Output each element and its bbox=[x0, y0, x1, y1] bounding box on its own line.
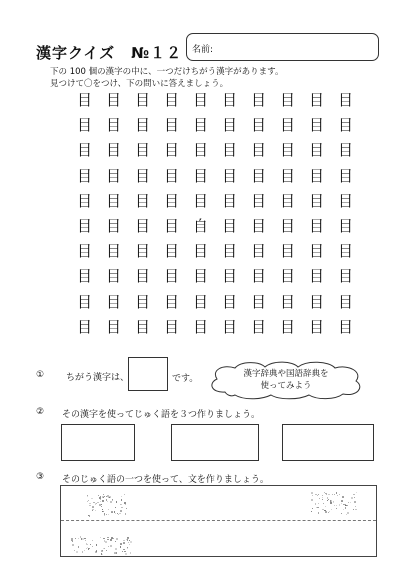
scan-speck bbox=[100, 496, 101, 497]
kanji-cell[interactable]: 目 bbox=[76, 267, 92, 286]
scan-speck bbox=[312, 508, 313, 509]
scan-speck bbox=[88, 500, 89, 501]
kanji-cell[interactable]: 目 bbox=[163, 317, 179, 336]
kanji-cell[interactable]: 目 bbox=[279, 317, 295, 336]
scan-speck bbox=[115, 548, 117, 550]
kanji-cell[interactable]: 目 bbox=[279, 267, 295, 286]
kanji-cell[interactable]: 目 bbox=[279, 292, 295, 311]
kanji-cell[interactable]: 目 bbox=[163, 292, 179, 311]
question-1-number: ① bbox=[36, 370, 45, 380]
kanji-cell[interactable]: 目 bbox=[163, 91, 179, 110]
scan-speck bbox=[104, 515, 105, 516]
scan-speck bbox=[337, 495, 338, 496]
name-field[interactable] bbox=[186, 33, 379, 61]
scan-speck bbox=[120, 546, 121, 547]
scan-speck bbox=[115, 541, 116, 542]
scan-speck bbox=[124, 494, 125, 495]
scan-speck bbox=[130, 552, 131, 553]
scan-speck bbox=[116, 552, 117, 553]
kanji-cell[interactable]: 目 bbox=[221, 91, 237, 110]
scan-speck bbox=[95, 551, 97, 553]
scan-speck bbox=[122, 551, 123, 552]
scan-speck bbox=[353, 494, 354, 495]
scan-speck bbox=[86, 544, 87, 545]
scan-speck bbox=[92, 509, 94, 511]
scan-speck bbox=[353, 509, 354, 510]
scan-speck bbox=[348, 502, 349, 503]
scan-speck bbox=[123, 540, 125, 542]
scan-speck bbox=[129, 544, 130, 545]
kanji-cell[interactable]: 目 bbox=[76, 91, 92, 110]
kanji-cell[interactable]: 目 bbox=[76, 292, 92, 311]
scan-speck bbox=[102, 496, 104, 498]
scan-speck bbox=[333, 502, 334, 503]
kanji-cell[interactable]: 目 bbox=[105, 116, 121, 135]
question-2-number: ② bbox=[36, 407, 45, 417]
scan-speck bbox=[108, 514, 109, 515]
kanji-cell[interactable]: 目 bbox=[337, 141, 353, 160]
kanji-cell[interactable]: 目 bbox=[163, 166, 179, 185]
scan-speck bbox=[123, 542, 125, 544]
scan-speck bbox=[104, 513, 105, 514]
kanji-cell[interactable]: 目 bbox=[308, 166, 324, 185]
kanji-cell[interactable]: 目 bbox=[308, 217, 324, 236]
scan-speck bbox=[355, 509, 357, 511]
scan-speck bbox=[356, 492, 357, 493]
kanji-cell[interactable]: 目 bbox=[105, 267, 121, 286]
scan-speck bbox=[102, 511, 104, 513]
scan-speck bbox=[347, 505, 348, 506]
scan-speck bbox=[75, 538, 76, 539]
scan-speck bbox=[129, 540, 130, 541]
scan-speck bbox=[116, 501, 117, 502]
kanji-cell[interactable]: 目 bbox=[221, 166, 237, 185]
scan-speck bbox=[107, 537, 109, 539]
kanji-cell[interactable]: 目 bbox=[279, 141, 295, 160]
scan-speck bbox=[107, 501, 108, 502]
scan-speck bbox=[339, 494, 340, 495]
scan-speck bbox=[311, 492, 313, 494]
scan-speck bbox=[317, 495, 318, 496]
kanji-cell[interactable]: 目 bbox=[221, 317, 237, 336]
kanji-cell[interactable]: 目 bbox=[105, 91, 121, 110]
kanji-cell[interactable]: 目 bbox=[221, 141, 237, 160]
scan-speck bbox=[107, 539, 109, 541]
answer-box-different-kanji[interactable] bbox=[128, 357, 168, 391]
scan-speck bbox=[100, 499, 101, 500]
compound-word-box-2[interactable] bbox=[171, 424, 259, 461]
scan-speck bbox=[125, 504, 126, 505]
kanji-cell[interactable]: 目 bbox=[134, 292, 150, 311]
scan-speck bbox=[125, 513, 126, 514]
scan-speck bbox=[84, 550, 85, 551]
scan-speck bbox=[319, 498, 320, 499]
question-1-suffix: です。 bbox=[172, 374, 199, 384]
kanji-cell[interactable]: 目 bbox=[134, 217, 150, 236]
scan-speck bbox=[92, 506, 94, 508]
scan-speck bbox=[111, 511, 113, 513]
scan-speck bbox=[89, 548, 90, 549]
scan-speck bbox=[318, 512, 319, 513]
kanji-cell[interactable]: 目 bbox=[134, 141, 150, 160]
kanji-cell[interactable]: 目 bbox=[192, 267, 208, 286]
scan-speck bbox=[122, 507, 123, 508]
kanji-cell[interactable]: 目 bbox=[192, 116, 208, 135]
scan-speck bbox=[334, 505, 335, 506]
kanji-cell[interactable]: 目 bbox=[192, 317, 208, 336]
scan-speck bbox=[311, 499, 313, 501]
scan-speck bbox=[350, 502, 351, 503]
scan-speck bbox=[325, 506, 326, 507]
kanji-cell[interactable]: 目 bbox=[105, 242, 121, 261]
kanji-cell[interactable]: 目 bbox=[192, 191, 208, 210]
kanji-cell[interactable]: 目 bbox=[250, 191, 266, 210]
scan-speck bbox=[328, 512, 329, 513]
kanji-cell[interactable]: 目 bbox=[163, 242, 179, 261]
scan-speck bbox=[343, 504, 344, 505]
scan-speck bbox=[85, 540, 86, 541]
scan-speck bbox=[325, 493, 327, 495]
kanji-cell[interactable]: 目 bbox=[250, 317, 266, 336]
kanji-cell[interactable]: 目 bbox=[76, 166, 92, 185]
scan-speck bbox=[95, 504, 96, 505]
scan-speck bbox=[95, 503, 96, 504]
kanji-cell[interactable]: 目 bbox=[134, 116, 150, 135]
hint-text-line-1: 漢字辞典や国語辞典を bbox=[243, 369, 329, 379]
kanji-cell[interactable]: 目 bbox=[105, 141, 121, 160]
scan-speck bbox=[116, 538, 118, 540]
scan-speck bbox=[74, 550, 75, 551]
kanji-cell[interactable]: 目 bbox=[163, 267, 179, 286]
scan-speck bbox=[104, 548, 105, 549]
scan-speck bbox=[100, 501, 101, 502]
scan-speck bbox=[86, 543, 87, 544]
kanji-grid bbox=[70, 88, 360, 340]
kanji-cell[interactable]: 目 bbox=[279, 242, 295, 261]
kanji-cell[interactable]: 目 bbox=[279, 116, 295, 135]
kanji-cell[interactable]: 目 bbox=[134, 317, 150, 336]
compound-word-box-1[interactable] bbox=[61, 424, 135, 461]
page-title: 漢字クイズ №１２ bbox=[36, 44, 183, 62]
kanji-cell[interactable]: 目 bbox=[134, 267, 150, 286]
kanji-cell[interactable]: 目 bbox=[192, 141, 208, 160]
scan-speck bbox=[127, 548, 128, 549]
scan-speck bbox=[355, 506, 356, 507]
scan-speck bbox=[325, 511, 327, 513]
scan-speck bbox=[347, 512, 349, 514]
scan-speck bbox=[351, 497, 353, 499]
kanji-cell[interactable]: 目 bbox=[76, 242, 92, 261]
scan-speck bbox=[354, 501, 356, 503]
scan-speck bbox=[317, 507, 318, 508]
sentence-writing-area[interactable] bbox=[60, 485, 377, 557]
scan-speck bbox=[328, 494, 329, 495]
scan-speck bbox=[315, 503, 316, 504]
scan-speck bbox=[126, 508, 127, 509]
scan-speck bbox=[345, 507, 347, 509]
kanji-cell[interactable]: 目 bbox=[76, 217, 92, 236]
kanji-cell[interactable]: 目 bbox=[250, 267, 266, 286]
scan-speck bbox=[115, 507, 116, 508]
scan-speck bbox=[110, 501, 112, 503]
kanji-cell[interactable]: 目 bbox=[337, 91, 353, 110]
scan-speck bbox=[110, 545, 111, 546]
scan-speck bbox=[120, 510, 122, 512]
scan-speck bbox=[120, 504, 121, 505]
kanji-cell[interactable]: 目 bbox=[308, 317, 324, 336]
kanji-cell[interactable]: 目 bbox=[279, 217, 295, 236]
kanji-cell[interactable]: 目 bbox=[308, 116, 324, 135]
kanji-cell[interactable]: 目 bbox=[192, 91, 208, 110]
scan-speck bbox=[124, 551, 126, 553]
scan-speck bbox=[119, 513, 120, 514]
scan-speck bbox=[328, 499, 329, 500]
question-3-number: ③ bbox=[36, 472, 45, 482]
kanji-cell[interactable]: 目 bbox=[76, 141, 92, 160]
scan-speck bbox=[106, 550, 107, 551]
kanji-cell[interactable]: 目 bbox=[105, 217, 121, 236]
scan-speck bbox=[100, 537, 101, 538]
kanji-cell[interactable]: 目 bbox=[134, 166, 150, 185]
scan-speck bbox=[78, 546, 79, 547]
scan-speck bbox=[121, 496, 122, 497]
kanji-cell[interactable]: 目 bbox=[221, 191, 237, 210]
instruction-line-2: 見つけて〇をつけ、下の問いに答えましょう。 bbox=[50, 79, 229, 89]
scan-speck bbox=[342, 496, 344, 498]
kanji-cell[interactable]: 目 bbox=[308, 242, 324, 261]
scan-speck bbox=[101, 506, 102, 507]
scan-speck bbox=[98, 495, 99, 496]
scan-speck bbox=[105, 541, 107, 543]
kanji-cell[interactable]: 目 bbox=[105, 166, 121, 185]
kanji-cell[interactable]: 目 bbox=[279, 191, 295, 210]
kanji-cell[interactable]: 目 bbox=[337, 242, 353, 261]
kanji-cell[interactable]: 目 bbox=[163, 141, 179, 160]
kanji-cell[interactable]: 目 bbox=[163, 191, 179, 210]
scan-speck bbox=[322, 499, 323, 500]
kanji-cell[interactable]: 目 bbox=[221, 267, 237, 286]
kanji-cell[interactable]: 目 bbox=[337, 166, 353, 185]
scan-speck bbox=[334, 494, 335, 495]
writing-guide-line bbox=[61, 520, 376, 521]
scan-speck bbox=[89, 515, 90, 516]
kanji-cell[interactable]: 目 bbox=[192, 242, 208, 261]
question-3-text: そのじゅく語の一つを使って、文を作りましょう。 bbox=[62, 475, 269, 485]
scan-speck bbox=[318, 503, 319, 504]
scan-speck bbox=[111, 537, 113, 539]
kanji-cell[interactable]: 目 bbox=[250, 166, 266, 185]
compound-word-box-3[interactable] bbox=[282, 424, 374, 461]
scan-speck bbox=[84, 538, 85, 539]
scan-speck bbox=[78, 538, 79, 539]
kanji-cell[interactable]: 目 bbox=[250, 242, 266, 261]
scan-speck bbox=[331, 500, 332, 501]
scan-speck bbox=[101, 550, 103, 552]
scan-speck bbox=[90, 544, 91, 545]
kanji-cell[interactable]: 目 bbox=[337, 292, 353, 311]
kanji-cell[interactable]: 目 bbox=[279, 91, 295, 110]
scan-speck bbox=[343, 509, 344, 510]
kanji-cell[interactable]: 目 bbox=[337, 217, 353, 236]
scan-speck bbox=[89, 505, 91, 507]
scan-speck bbox=[72, 541, 73, 542]
scan-speck bbox=[121, 499, 123, 501]
kanji-cell[interactable]: 目 bbox=[192, 166, 208, 185]
kanji-cell[interactable]: 目 bbox=[250, 141, 266, 160]
scan-speck bbox=[346, 514, 347, 515]
scan-speck bbox=[72, 544, 74, 546]
scan-speck bbox=[102, 554, 103, 555]
kanji-cell[interactable]: 目 bbox=[192, 292, 208, 311]
kanji-cell[interactable]: 目 bbox=[134, 191, 150, 210]
scan-speck bbox=[312, 495, 314, 497]
scan-speck bbox=[336, 492, 337, 493]
kanji-cell[interactable]: 目 bbox=[76, 317, 92, 336]
scan-speck bbox=[330, 502, 331, 503]
scan-speck bbox=[91, 498, 93, 500]
kanji-cell[interactable]: 目 bbox=[134, 91, 150, 110]
kanji-cell-odd[interactable]: 自 bbox=[192, 217, 208, 236]
kanji-cell[interactable]: 目 bbox=[308, 267, 324, 286]
scan-speck bbox=[336, 508, 337, 509]
scan-speck bbox=[96, 544, 97, 545]
scan-speck bbox=[82, 551, 83, 552]
scan-speck bbox=[324, 510, 325, 511]
scan-speck bbox=[102, 509, 103, 510]
scan-speck bbox=[102, 500, 103, 501]
kanji-cell[interactable]: 目 bbox=[308, 191, 324, 210]
scan-speck bbox=[127, 538, 129, 540]
kanji-cell[interactable]: 目 bbox=[105, 191, 121, 210]
kanji-cell[interactable]: 目 bbox=[337, 116, 353, 135]
kanji-cell[interactable]: 目 bbox=[163, 116, 179, 135]
scan-speck bbox=[115, 513, 116, 514]
scan-speck bbox=[339, 504, 341, 506]
scan-speck bbox=[114, 552, 116, 554]
kanji-cell[interactable]: 目 bbox=[337, 191, 353, 210]
kanji-cell[interactable]: 目 bbox=[105, 317, 121, 336]
question-1-text: ちがう漢字は、 bbox=[66, 373, 130, 383]
kanji-cell[interactable]: 目 bbox=[250, 91, 266, 110]
scan-speck bbox=[336, 505, 337, 506]
scan-speck bbox=[318, 494, 319, 495]
kanji-cell[interactable]: 目 bbox=[308, 91, 324, 110]
kanji-cell[interactable]: 目 bbox=[105, 292, 121, 311]
scan-speck bbox=[97, 502, 98, 503]
scan-speck bbox=[101, 504, 102, 505]
kanji-cell[interactable]: 目 bbox=[221, 292, 237, 311]
scan-speck bbox=[354, 497, 355, 498]
kanji-cell[interactable]: 目 bbox=[221, 242, 237, 261]
hint-text-line-2: 使ってみよう bbox=[260, 381, 312, 391]
scan-speck bbox=[121, 504, 122, 505]
scan-speck bbox=[92, 546, 93, 547]
scan-speck bbox=[326, 494, 327, 495]
scan-speck bbox=[87, 501, 88, 502]
scan-speck bbox=[95, 510, 96, 511]
question-2-text: その漢字を使ってじゅく語を３つ作りましょう。 bbox=[62, 410, 261, 420]
kanji-cell[interactable]: 目 bbox=[76, 116, 92, 135]
kanji-cell[interactable]: 目 bbox=[337, 267, 353, 286]
scan-speck bbox=[104, 540, 105, 541]
kanji-cell[interactable]: 目 bbox=[308, 141, 324, 160]
kanji-cell[interactable]: 目 bbox=[221, 116, 237, 135]
scan-speck bbox=[341, 503, 342, 504]
scan-speck bbox=[331, 509, 332, 510]
kanji-cell[interactable]: 目 bbox=[76, 191, 92, 210]
name-label: 名前: bbox=[192, 45, 214, 55]
scan-speck bbox=[341, 513, 342, 514]
scan-speck bbox=[130, 541, 132, 543]
kanji-cell[interactable]: 目 bbox=[308, 292, 324, 311]
scan-speck bbox=[103, 538, 105, 540]
scan-speck bbox=[341, 500, 343, 502]
scan-speck bbox=[323, 503, 324, 504]
scan-speck bbox=[108, 509, 109, 510]
kanji-cell[interactable]: 目 bbox=[163, 217, 179, 236]
kanji-cell[interactable]: 目 bbox=[134, 242, 150, 261]
kanji-cell[interactable]: 目 bbox=[250, 292, 266, 311]
kanji-cell[interactable]: 目 bbox=[221, 217, 237, 236]
instruction-line-1: 下の 100 個の漢字の中に、一つだけちがう漢字があります。 bbox=[50, 67, 284, 77]
scan-speck bbox=[76, 551, 78, 553]
scan-speck bbox=[80, 536, 81, 537]
kanji-cell[interactable]: 目 bbox=[337, 317, 353, 336]
scan-speck bbox=[120, 543, 122, 545]
kanji-cell[interactable]: 目 bbox=[250, 116, 266, 135]
scan-speck bbox=[96, 503, 97, 504]
kanji-cell[interactable]: 目 bbox=[250, 217, 266, 236]
scan-speck bbox=[108, 546, 109, 547]
scan-speck bbox=[311, 511, 312, 512]
scan-speck bbox=[125, 553, 126, 554]
scan-speck bbox=[110, 539, 111, 540]
scan-speck bbox=[322, 495, 323, 496]
scan-speck bbox=[92, 540, 93, 541]
scan-speck bbox=[333, 501, 334, 502]
scan-speck bbox=[329, 511, 330, 512]
kanji-cell[interactable]: 目 bbox=[279, 166, 295, 185]
scan-speck bbox=[82, 538, 84, 540]
